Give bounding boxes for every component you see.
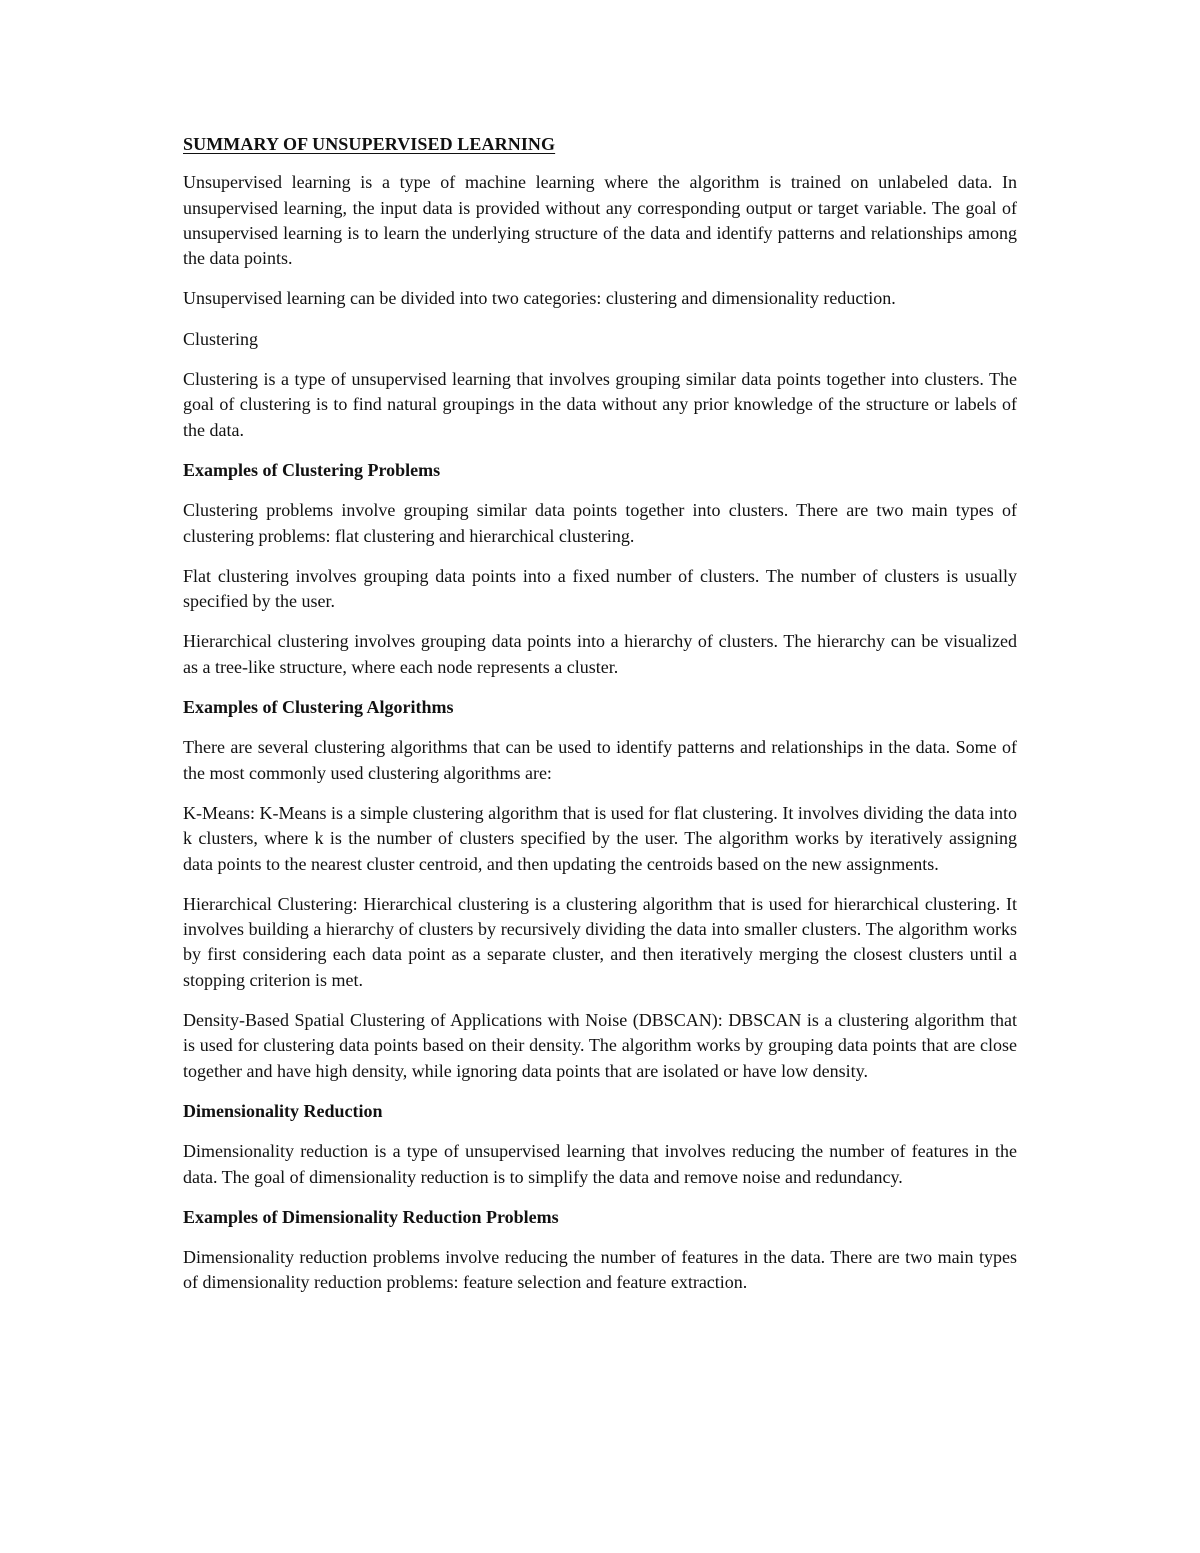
paragraph-clustering-problems: Clustering problems involve grouping similar data points together into clusters. There are two main types of clustering problems: flat clustering and hierarchical clustering. bbox=[183, 500, 1017, 546]
paragraph-kmeans: K-Means: K-Means is a simple clustering algorithm that is used for flat clustering. It involves dividing the data into k clusters, where k is the number of clusters specified by the user. The algorithm works by iteratively assigning data points to the nearest cluster centroid, and then updating the centroids based on the new assignments. bbox=[183, 802, 1017, 874]
paragraph-dbscan: Density-Based Spatial Clustering of Applications with Noise (DBSCAN): DBSCAN is a clustering algorithm that is used for clustering data points based on their density. The algorithm works by grouping data points that are close together and have high density, while ignoring data points that are isolated or have low density. bbox=[183, 1010, 1017, 1081]
paragraph-dimensionality-reduction-problems: Dimensionality reduction problems involve reducing the number of features in the data. There are two main types of dimensionality reduction problems: feature selection and feature extraction. bbox=[183, 1247, 1017, 1293]
clustering-label: Clustering bbox=[183, 328, 258, 349]
heading-dimensionality-reduction-problems: Examples of Dimensionality Reduction Problems bbox=[183, 1206, 559, 1227]
paragraph-clustering-definition: Clustering is a type of unsupervised learning that involves grouping similar data points together into clusters. The goal of clustering is to find natural groupings in the data without any prior knowledge of the structure or labels of the data. bbox=[183, 369, 1017, 440]
heading-clustering-algorithms: Examples of Clustering Algorithms bbox=[183, 697, 454, 718]
heading-dimensionality-reduction: Dimensionality Reduction bbox=[183, 1100, 383, 1121]
paragraph-categories: Unsupervised learning can be divided into two categories: clustering and dimensionality reduction. bbox=[183, 288, 896, 309]
heading-clustering-problems: Examples of Clustering Problems bbox=[183, 459, 441, 480]
paragraph-hierarchical-algorithm: Hierarchical Clustering: Hierarchical clustering is a clustering algorithm that is used for hierarchical clustering. It involves building a hierarchy of clusters by recursively dividing the data into smaller clusters. The algorithm works by first considering each data point as a separate cluster, and then iteratively merging the closest clusters until a stopping criterion is met. bbox=[183, 893, 1017, 990]
paragraph-intro: Unsupervised learning is a type of machine learning where the algorithm is trained on unlabeled data. In unsupervised learning, the input data is provided without any corresponding output or target variable. The goal of unsupervised learning is to learn the underlying structure of the data and identify patterns and relationships among the data points. bbox=[183, 172, 1017, 269]
document-title: SUMMARY OF UNSUPERVISED LEARNING bbox=[183, 134, 556, 154]
document-page bbox=[183, 132, 1017, 1311]
paragraph-hierarchical-clustering: Hierarchical clustering involves grouping data points into a hierarchy of clusters. The hierarchy can be visualized as a tree-like structure, where each node represents a cluster. bbox=[183, 631, 1017, 677]
paragraph-flat-clustering: Flat clustering involves grouping data points into a fixed number of clusters. The number of clusters is usually specified by the user. bbox=[183, 565, 1017, 612]
paragraph-dimensionality-reduction: Dimensionality reduction is a type of unsupervised learning that involves reducing the number of features in the data. The goal of dimensionality reduction is to simplify the data and remove noise and redundancy. bbox=[183, 1141, 1017, 1187]
paragraph-algorithms-intro: There are several clustering algorithms that can be used to identify patterns and relationships in the data. Some of the most commonly used clustering algorithms are: bbox=[183, 737, 1017, 783]
